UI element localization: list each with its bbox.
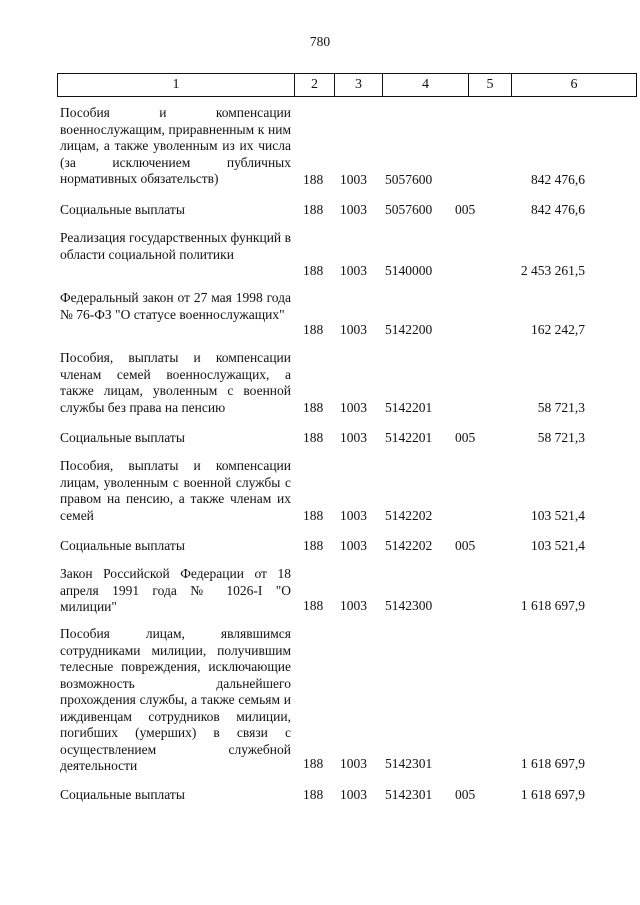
row-col-3: 1003 bbox=[340, 201, 367, 217]
row-col-6: 2 453 261,5 bbox=[520, 262, 585, 278]
row-col-6: 162 242,7 bbox=[531, 321, 585, 337]
row-col-4: 5142301 bbox=[385, 755, 433, 771]
table-row bbox=[57, 105, 587, 188]
row-col-2: 188 bbox=[303, 597, 324, 613]
row-col-6: 1 618 697,9 bbox=[520, 755, 585, 771]
row-col-4: 5142201 bbox=[385, 429, 433, 445]
row-col-2: 188 bbox=[303, 755, 324, 771]
row-col-3: 1003 bbox=[340, 321, 367, 337]
page-number: 780 bbox=[309, 34, 331, 49]
column-header-table bbox=[57, 73, 637, 97]
row-description: Закон Российской Федерации от 18 апреля 1991 года № 1026-I "О милиции" bbox=[60, 566, 291, 614]
row-description: Социальные выплаты bbox=[60, 786, 185, 802]
table-row bbox=[57, 626, 587, 772]
row-col-2: 188 bbox=[303, 399, 324, 415]
row-description: Социальные выплаты bbox=[60, 429, 185, 445]
row-col-2: 188 bbox=[303, 537, 324, 553]
row-col-3: 1003 bbox=[340, 399, 367, 415]
row-col-3: 1003 bbox=[340, 537, 367, 553]
row-col-2: 188 bbox=[303, 321, 324, 337]
row-col-6: 842 476,6 bbox=[531, 201, 585, 217]
row-description: Пособия, выплаты и компенсации членам семей военнослужащих, а также лицам, уволенным с военной службы без права на пенсию bbox=[60, 350, 291, 415]
row-col-2: 188 bbox=[303, 201, 324, 217]
row-col-2: 188 bbox=[303, 507, 324, 523]
column-header-3: 3 bbox=[335, 74, 383, 97]
row-description: Пособия, выплаты и компенсации лицам, уволенным с военной службы с правом на пенсию, а также членам их семей bbox=[60, 458, 291, 523]
row-col-3: 1003 bbox=[340, 755, 367, 771]
row-col-4: 5142202 bbox=[385, 507, 433, 523]
row-col-4: 5142200 bbox=[385, 321, 433, 337]
row-col-2: 188 bbox=[303, 429, 324, 445]
row-col-4: 5142301 bbox=[385, 786, 433, 802]
row-col-3: 1003 bbox=[340, 786, 367, 802]
row-col-2: 188 bbox=[303, 171, 324, 187]
row-col-2: 188 bbox=[303, 262, 324, 278]
row-col-4: 5057600 bbox=[385, 201, 433, 217]
row-col-3: 1003 bbox=[340, 597, 367, 613]
row-col-6: 1 618 697,9 bbox=[520, 597, 585, 613]
row-col-6: 842 476,6 bbox=[531, 171, 585, 187]
table-row bbox=[57, 566, 587, 614]
row-col-6: 1 618 697,9 bbox=[520, 786, 585, 802]
row-description: Социальные выплаты bbox=[60, 537, 185, 553]
table-row bbox=[57, 537, 587, 554]
row-col-6: 58 721,3 bbox=[537, 399, 585, 415]
row-col-5: 005 bbox=[455, 201, 476, 217]
row-col-4: 5142201 bbox=[385, 399, 433, 415]
row-col-5: 005 bbox=[455, 537, 476, 553]
column-header-4: 4 bbox=[383, 74, 469, 97]
row-col-6: 58 721,3 bbox=[537, 429, 585, 445]
column-header-6: 6 bbox=[512, 74, 637, 97]
column-header-2: 2 bbox=[295, 74, 335, 97]
row-description: Пособия лицам, являвшимся сотрудниками милиции, получившим телесные повреждения, исключающие возможность дальнейшего прохождения службы, а также семьям и иждивенцам сотрудников милиции, погибших (умерших) в связи с осуществлением служебной деятельности bbox=[60, 626, 291, 773]
row-col-3: 1003 bbox=[340, 429, 367, 445]
table-row bbox=[57, 350, 587, 416]
row-col-4: 5142202 bbox=[385, 537, 433, 553]
row-col-4: 5142300 bbox=[385, 597, 433, 613]
table-row bbox=[57, 786, 587, 803]
row-description: Социальные выплаты bbox=[60, 201, 185, 217]
row-col-3: 1003 bbox=[340, 262, 367, 278]
row-col-6: 103 521,4 bbox=[531, 507, 585, 523]
row-col-5: 005 bbox=[455, 786, 476, 802]
column-header-row bbox=[58, 74, 637, 97]
row-col-3: 1003 bbox=[340, 171, 367, 187]
column-header-5: 5 bbox=[469, 74, 512, 97]
row-description: Реализация государственных функций в области социальной политики bbox=[60, 230, 291, 262]
table-row bbox=[57, 290, 587, 338]
row-col-4: 5057600 bbox=[385, 171, 433, 187]
table-row bbox=[57, 230, 587, 279]
table-row bbox=[57, 201, 587, 218]
row-description: Пособия и компенсации военнослужащим, приравненным к ним лицам, а также уволенным из их числа (за исключением публичных нормативных обязательств) bbox=[60, 105, 291, 186]
row-col-3: 1003 bbox=[340, 507, 367, 523]
table-row bbox=[57, 429, 587, 446]
column-header-1: 1 bbox=[58, 74, 295, 97]
row-col-6: 103 521,4 bbox=[531, 537, 585, 553]
row-col-4: 5140000 bbox=[385, 262, 433, 278]
row-col-2: 188 bbox=[303, 786, 324, 802]
row-description: Федеральный закон от 27 мая 1998 года № 76-ФЗ "О статусе военнослужащих" bbox=[60, 290, 291, 322]
table-row bbox=[57, 458, 587, 524]
row-col-5: 005 bbox=[455, 429, 476, 445]
